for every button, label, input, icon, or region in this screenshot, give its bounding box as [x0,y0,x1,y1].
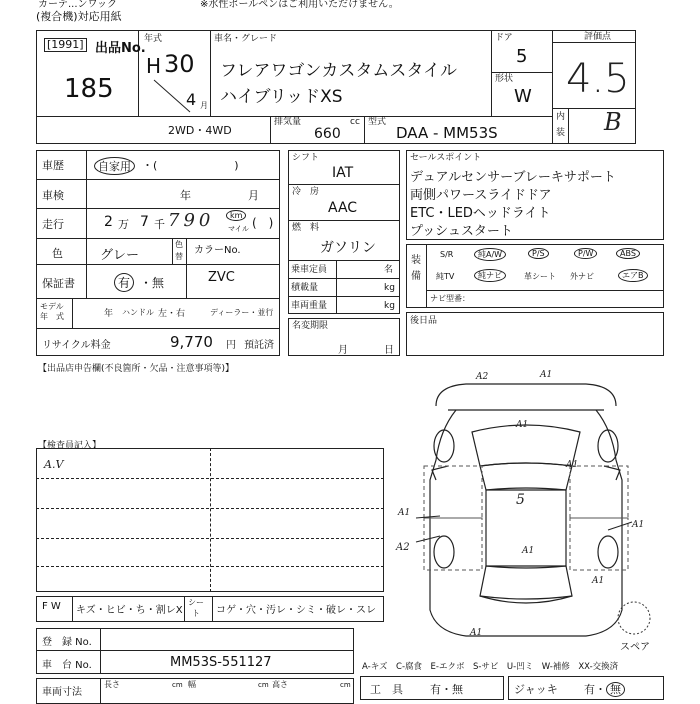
dims-w: 幅 [188,680,196,689]
model-label: 型式 [368,117,387,127]
displacement-value: 660 [314,126,341,142]
shaken-year: 年 [180,189,191,202]
aircon-value: AAC [328,200,358,216]
name-line2: ハイブリッドXS [220,87,343,107]
warranty-yes: 有 [114,273,134,292]
mileage-mile: マイル [228,225,249,233]
capacity-label: 乗車定員 [291,265,328,275]
shaken-month: 月 [248,189,259,202]
inspector-label: 【検査員記入】 [38,441,102,451]
model-value: DAA - MM53S [396,124,498,142]
recycle-unit: 円 [226,340,236,351]
model-year-handle: ハンドル [122,308,154,317]
color-no-label: カラーNo. [194,245,241,256]
spare-label: スペア [620,642,650,653]
equip-label-1: 装 [411,255,421,266]
name-change-month: 月 [338,345,348,356]
weight-label: 車両重量 [291,301,328,311]
sales-line-3: ETC・LEDヘッドライト [410,206,551,221]
shaken-label: 車検 [42,189,64,202]
recycle-value: 9,770 [170,333,213,351]
fuel-value: ガソリン [320,240,376,256]
weight-unit: kg [384,301,395,311]
dims-h-unit: cm [340,681,351,689]
equip-leather: 革シート [524,272,556,281]
equip-airbag: エアB [618,269,648,282]
damage-mark-8: A1 [522,546,535,556]
glass-fw: F W [42,601,61,612]
lot-label: 出品No. [95,41,146,56]
sales-line-4: プッシュスタート [410,224,513,239]
dims-h: 高さ [272,680,288,689]
interior-value: B [604,108,622,136]
color-change-1: 色 [175,240,183,249]
seat-items: コゲ・穴・汚レ・シミ・破レ・スレ [216,605,376,616]
interior-label-2: 装 [556,128,566,138]
lot-number: 185 [64,74,114,104]
shift-label: シフト [292,153,320,163]
lot-stamp: [1991] [44,38,87,52]
year-month-unit: 月 [200,101,208,110]
sales-line-1: デュアルセンサーブレーキサポート [410,170,616,185]
dims-w-unit: cm [258,681,269,689]
model-year-label-2: 年 式 [40,312,64,321]
interior-label-1: 内 [556,112,566,122]
car-diagram [396,370,666,650]
mileage-paren: ( ) [252,216,274,230]
color-change-2: 替 [175,252,183,261]
dims-l: 長さ [104,680,120,689]
mileage-sen: 7 [140,214,149,230]
equip-ext-navi: 外ナビ [570,272,594,281]
name-change-day: 日 [384,345,394,356]
model-year-dealer: ディーラー・並行 [210,308,274,317]
equip-abs: ABS [616,248,640,259]
year-era: H [146,54,162,78]
capacity-unit: 名 [384,265,394,275]
tools-label: 工 具 [370,683,403,696]
sales-line-2: 両側パワースライドドア [410,188,552,203]
inspector-note: A.V [44,458,64,471]
jack-label: ジャッキ [514,683,558,696]
history-label: 車歴 [42,159,64,172]
equip-aw: 純A/W [474,248,506,261]
chassis-label: 車 台 No. [42,660,92,671]
color-no-value: ZVC [208,270,235,285]
later-label: 後日品 [410,316,438,326]
recycle-label: リサイクル料金 [42,340,111,351]
damage-mark-2: A1 [540,370,553,380]
damage-note-5: 5 [516,492,525,508]
glass-items: キズ・ヒビ・ち・割レX [76,605,183,616]
damage-mark-4: A1 [566,460,579,470]
sales-label: セールスポイント [410,153,482,163]
doors-value: 5 [516,46,528,67]
name-change-label: 名変期限 [292,321,329,331]
displacement-unit: cc [350,117,360,127]
drive-label: 2WD・4WD [168,124,232,137]
doors-label: ドア [495,33,513,43]
score-label: 評価点 [584,32,612,42]
shape-label: 形状 [495,74,514,84]
color-label: 色 [52,247,63,260]
equip-sr: S/R [440,250,454,259]
history-value: 自家用 [94,157,135,175]
score-value: 4.5 [566,56,630,102]
color-value: グレー [100,248,140,263]
navi-model-label: ナビ型番： [430,294,470,303]
jack-options: 有・ 無 [584,681,625,697]
damage-mark-6: A1 [632,520,645,530]
name-label: 車名・グレード [214,34,278,44]
mileage-km: km [226,210,246,221]
equip-tv: 純TV [436,272,455,281]
model-year-year: 年 [104,309,114,319]
displacement-label: 排気量 [274,117,302,127]
header-notice: ※水性ボールペンはご利用いただけません。 [200,0,399,10]
equip-ps: P/S [528,248,549,259]
history-rest: ・( ) [142,159,239,172]
form-note: (複合機)対応用紙 [36,10,122,23]
aircon-label: 冷 房 [292,187,320,197]
equip-pw: P/W [574,248,597,259]
warranty-label: 保証書 [42,277,75,290]
mileage-rest: 790 [168,210,215,231]
damage-mark-3: A1 [516,420,529,430]
damage-mark-1: A2 [476,372,489,382]
jack-no: 無 [606,682,625,697]
tools-options: 有・無 [430,683,463,696]
equip-navi: 純ナビ [474,269,506,282]
mileage-man: 2 [104,214,113,230]
year-label: 年式 [144,34,163,44]
load-label: 積載量 [291,283,319,293]
seat-label-2: ト [192,609,200,618]
chassis-value: MM53S-551127 [170,655,272,670]
damage-mark-9: A1 [592,576,605,586]
report-label: 【出品店申告欄(不良箇所・欠品・注意事項等)】 [38,364,235,374]
year-value: 30 [164,50,195,78]
header-top-left: カーテ...ンワック [38,0,118,10]
equip-label-2: 備 [411,271,421,282]
name-line1: フレアワゴンカスタムスタイル [220,61,457,81]
load-unit: kg [384,283,395,293]
mileage-label: 走行 [42,218,64,231]
recycle-status: 預託済 [244,340,274,351]
seat-label-1: シー [188,598,204,607]
model-year-label-1: モデル [40,302,64,311]
damage-legend: A-キズ C-腐食 E-エクボ S-サビ U-凹ミ W-補修 XX-交換済 [362,662,619,672]
mileage-man-unit: 万 [118,218,129,231]
dims-l-unit: cm [172,681,183,689]
damage-mark-7: A2 [396,542,410,553]
mileage-sen-unit: 千 [154,218,165,231]
damage-mark-5: A1 [398,508,411,518]
model-year-lr: 左・右 [158,309,186,319]
year-month: 4 [186,90,197,109]
dims-label: 車両寸法 [42,687,82,698]
later-box [406,312,664,356]
warranty-no: ・無 [140,276,165,290]
shift-value: IAT [332,165,354,181]
damage-mark-10: A1 [470,628,483,638]
registration-label: 登 録 No. [42,637,92,648]
shape-value: W [514,86,532,107]
fuel-label: 燃 料 [292,223,320,233]
